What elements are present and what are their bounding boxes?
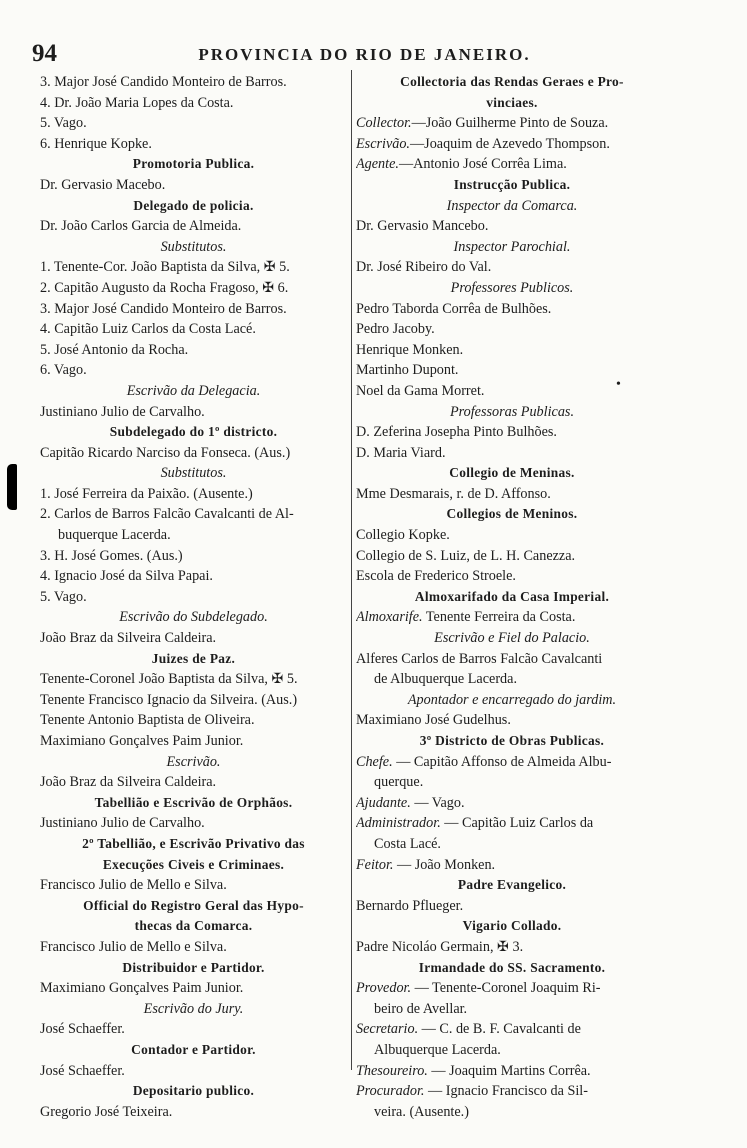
labelled-entry <box>356 978 668 999</box>
continuation-line: Albuquerque Lacerda. <box>374 1041 501 1058</box>
continuation-line: querque. <box>374 774 424 791</box>
page-header <box>32 40 697 70</box>
text-line: D. Zeferina Josepha Pinto Bulhões. <box>356 424 557 441</box>
page-number: 94 <box>32 40 57 67</box>
section-heading: Official do Registro Geral das Hypo- <box>83 897 304 913</box>
labelled-entry <box>356 813 668 834</box>
subheading: Escrivão da Delegacia. <box>126 382 261 399</box>
text-line: Henrique Monken. <box>356 341 464 358</box>
text-line: João Braz da Silveira Caldeira. <box>40 630 217 647</box>
text-line: 1. José Ferreira da Paixão. (Ausente.) <box>40 485 253 502</box>
subheading: Inspector Parochial. <box>453 238 571 255</box>
running-title: PROVINCIA DO RIO DE JANEIRO. <box>198 45 531 64</box>
entry-label: Agente. <box>356 156 399 173</box>
text-line: 5. Vago. <box>40 115 87 132</box>
entry-label: Almoxarife. <box>356 609 423 626</box>
entry-label: Thesoureiro. <box>356 1062 428 1079</box>
entry-value: Tenente Ferreira da Costa. <box>422 609 576 626</box>
section-heading: 2º Tabellião, e Escrivão Privativo das <box>82 835 305 851</box>
subheading: Inspector da Comarca. <box>446 197 578 214</box>
section-heading: Contador e Partidor. <box>131 1041 256 1057</box>
section-heading: Distribuidor e Partidor. <box>122 959 265 975</box>
text-line: Mme Desmarais, r. de D. Affonso. <box>356 485 551 502</box>
entry-label: Collector. <box>356 115 412 132</box>
labelled-entry <box>356 134 668 155</box>
labelled-entry <box>356 855 668 876</box>
text-line: Francisco Julio de Mello e Silva. <box>40 877 227 894</box>
subheading: Apontador e encarregado do jardim. <box>407 691 617 708</box>
text-line: Escola de Frederico Stroele. <box>356 568 516 585</box>
entry-label: Chefe. <box>356 753 393 770</box>
entry-value: — Vago. <box>410 794 465 811</box>
text-line: Alferes Carlos de Barros Falcão Cavalcanti <box>356 650 603 667</box>
subheading: Professores Publicos. <box>450 279 574 296</box>
subheading: Professoras Publicas. <box>449 403 574 420</box>
entry-value: — Capitão Luiz Carlos da <box>440 815 594 832</box>
continuation-line: beiro de Avellar. <box>374 1000 468 1017</box>
entry-label: Ajudante. <box>356 794 411 811</box>
entry-label: Secretario. <box>356 1021 419 1038</box>
text-line: José Schaeffer. <box>40 1062 125 1079</box>
section-heading: Juizes de Paz. <box>151 650 236 666</box>
entry-value: — Joaquim Martins Corrêa. <box>427 1062 591 1079</box>
subheading: Escrivão do Subdelegado. <box>119 609 268 626</box>
text-line: Justiniano Julio de Carvalho. <box>40 815 205 832</box>
labelled-entry <box>356 1081 668 1102</box>
entry-value: — Tenente-Coronel Joaquim Ri- <box>411 980 601 997</box>
entry-value: —João Guilherme Pinto de Souza. <box>411 115 609 132</box>
text-line: Justiniano Julio de Carvalho. <box>40 403 205 420</box>
section-heading: Subdelegado do 1º districto. <box>109 424 278 440</box>
entry-label: Escrivão. <box>356 135 410 152</box>
left-column <box>40 72 347 1122</box>
entry-label: Feitor. <box>356 856 394 873</box>
entry-value: — João Monken. <box>393 856 496 873</box>
text-line: Collegio Kopke. <box>356 527 450 544</box>
section-heading: thecas da Comarca. <box>134 918 253 934</box>
continuation-line: Costa Lacé. <box>374 835 441 852</box>
text-line: 4. Capitão Luiz Carlos da Costa Lacé. <box>40 321 256 338</box>
print-speck: • <box>616 377 621 392</box>
section-heading: Collegio de Meninas. <box>449 465 575 481</box>
text-line: Martinho Dupont. <box>356 362 459 379</box>
text-line: 1. Tenente-Cor. João Baptista da Silva, ✠ 5. <box>40 259 290 276</box>
text-line: Tenente-Coronel João Baptista da Silva, ✠ 5. <box>40 671 298 688</box>
text-line: 5. Vago. <box>40 588 87 605</box>
section-heading: Depositario publico. <box>132 1083 255 1099</box>
subheading: Substitutos. <box>160 238 227 255</box>
text-line: 6. Vago. <box>40 362 87 379</box>
section-heading: Vigario Collado. <box>462 918 562 934</box>
subheading: Substitutos. <box>160 465 227 482</box>
text-line: Francisco Julio de Mello e Silva. <box>40 938 227 955</box>
text-line: Tenente Antonio Baptista de Oliveira. <box>40 712 255 729</box>
text-line: Dr. José Ribeiro do Val. <box>356 259 492 276</box>
text-line: Capitão Ricardo Narciso da Fonseca. (Aus.) <box>40 444 291 461</box>
section-heading: Tabellião e Escrivão de Orphãos. <box>94 794 293 810</box>
text-line: Dr. Gervasio Macebo. <box>40 176 166 193</box>
section-heading: vinciaes. <box>486 94 538 110</box>
text-line: 6. Henrique Kopke. <box>40 135 152 152</box>
text-line: Dr. João Carlos Garcia de Almeida. <box>40 218 242 235</box>
labelled-entry <box>356 1019 668 1040</box>
continuation-line: veira. (Ausente.) <box>374 1103 469 1120</box>
text-line: Maximiano Gonçalves Paim Junior. <box>40 980 244 997</box>
section-heading: Almoxarifado da Casa Imperial. <box>414 588 610 604</box>
entry-value: —Antonio José Corrêa Lima. <box>398 156 567 173</box>
text-line: Pedro Taborda Corrêa de Bulhões. <box>356 300 552 317</box>
section-heading: 3º Districto de Obras Publicas. <box>419 733 605 748</box>
text-line: Noel da Gama Morret. <box>356 382 485 399</box>
text-line: Collegio de S. Luiz, de L. H. Canezza. <box>356 547 576 564</box>
labelled-entry <box>356 607 668 628</box>
subheading: Escrivão do Jury. <box>143 1000 244 1017</box>
section-heading: Irmandade do SS. Sacramento. <box>418 959 606 975</box>
text-line: Padre Nicoláo Germain, ✠ 3. <box>356 938 524 955</box>
text-line: Maximiano José Gudelhus. <box>356 712 511 729</box>
text-line: Pedro Jacoby. <box>356 321 435 338</box>
section-heading: Execuções Civeis e Criminaes. <box>102 856 285 872</box>
column-divider <box>351 70 352 1070</box>
entry-value: — Capitão Affonso de Almeida Albu- <box>392 753 612 770</box>
subheading: Escrivão. <box>166 753 221 770</box>
entry-label: Administrador. <box>356 815 441 832</box>
text-line: Tenente Francisco Ignacio da Silveira. (Aus.) <box>40 691 298 708</box>
text-line: 3. Major José Candido Monteiro de Barros. <box>40 300 287 317</box>
text-line: Bernardo Pflueger. <box>356 897 464 914</box>
text-line: 4. Dr. João Maria Lopes da Costa. <box>40 94 234 111</box>
entry-value: — C. de B. F. Cavalcanti de <box>418 1021 581 1038</box>
margin-mark <box>7 464 17 510</box>
entry-label: Provedor. <box>356 980 412 997</box>
text-line: Maximiano Gonçalves Paim Junior. <box>40 733 244 749</box>
section-heading: Collegios de Meninos. <box>446 506 578 522</box>
text-line: Gregorio José Teixeira. <box>40 1103 173 1120</box>
text-line: 2. Capitão Augusto da Rocha Fragoso, ✠ 6. <box>40 279 289 296</box>
text-line: 3. Major José Candido Monteiro de Barros. <box>40 74 287 90</box>
right-column <box>356 72 668 1122</box>
continuation-line: de Albuquerque Lacerda. <box>374 671 517 688</box>
entry-value: — Ignacio Francisco da Sil- <box>424 1083 588 1100</box>
section-heading: Promotoria Publica. <box>132 156 255 172</box>
section-heading: Instrucção Publica. <box>453 176 571 192</box>
labelled-entry <box>356 793 668 814</box>
labelled-entry <box>356 1061 668 1082</box>
entry-label: Procurador. <box>356 1083 425 1100</box>
section-heading: Padre Evangelico. <box>457 877 567 893</box>
text-line: João Braz da Silveira Caldeira. <box>40 774 217 791</box>
labelled-entry <box>356 752 668 773</box>
continuation-line: buquerque Lacerda. <box>58 527 171 544</box>
text-line: 4. Ignacio José da Silva Papai. <box>40 568 213 585</box>
text-line: 2. Carlos de Barros Falcão Cavalcanti de Al- <box>40 506 294 523</box>
labelled-entry <box>356 113 668 134</box>
text-line: José Schaeffer. <box>40 1021 125 1038</box>
section-heading: Delegado de policia. <box>133 197 254 213</box>
text-line: 5. José Antonio da Rocha. <box>40 341 189 358</box>
entry-value: —Joaquim de Azevedo Thompson. <box>409 135 610 152</box>
labelled-entry <box>356 154 668 175</box>
text-line: 3. H. José Gomes. (Aus.) <box>40 547 183 564</box>
section-heading: Collectoria das Rendas Geraes e Pro- <box>400 74 624 89</box>
text-line: Dr. Gervasio Mancebo. <box>356 218 489 235</box>
text-line: D. Maria Viard. <box>356 444 446 461</box>
subheading: Escrivão e Fiel do Palacio. <box>434 630 590 647</box>
